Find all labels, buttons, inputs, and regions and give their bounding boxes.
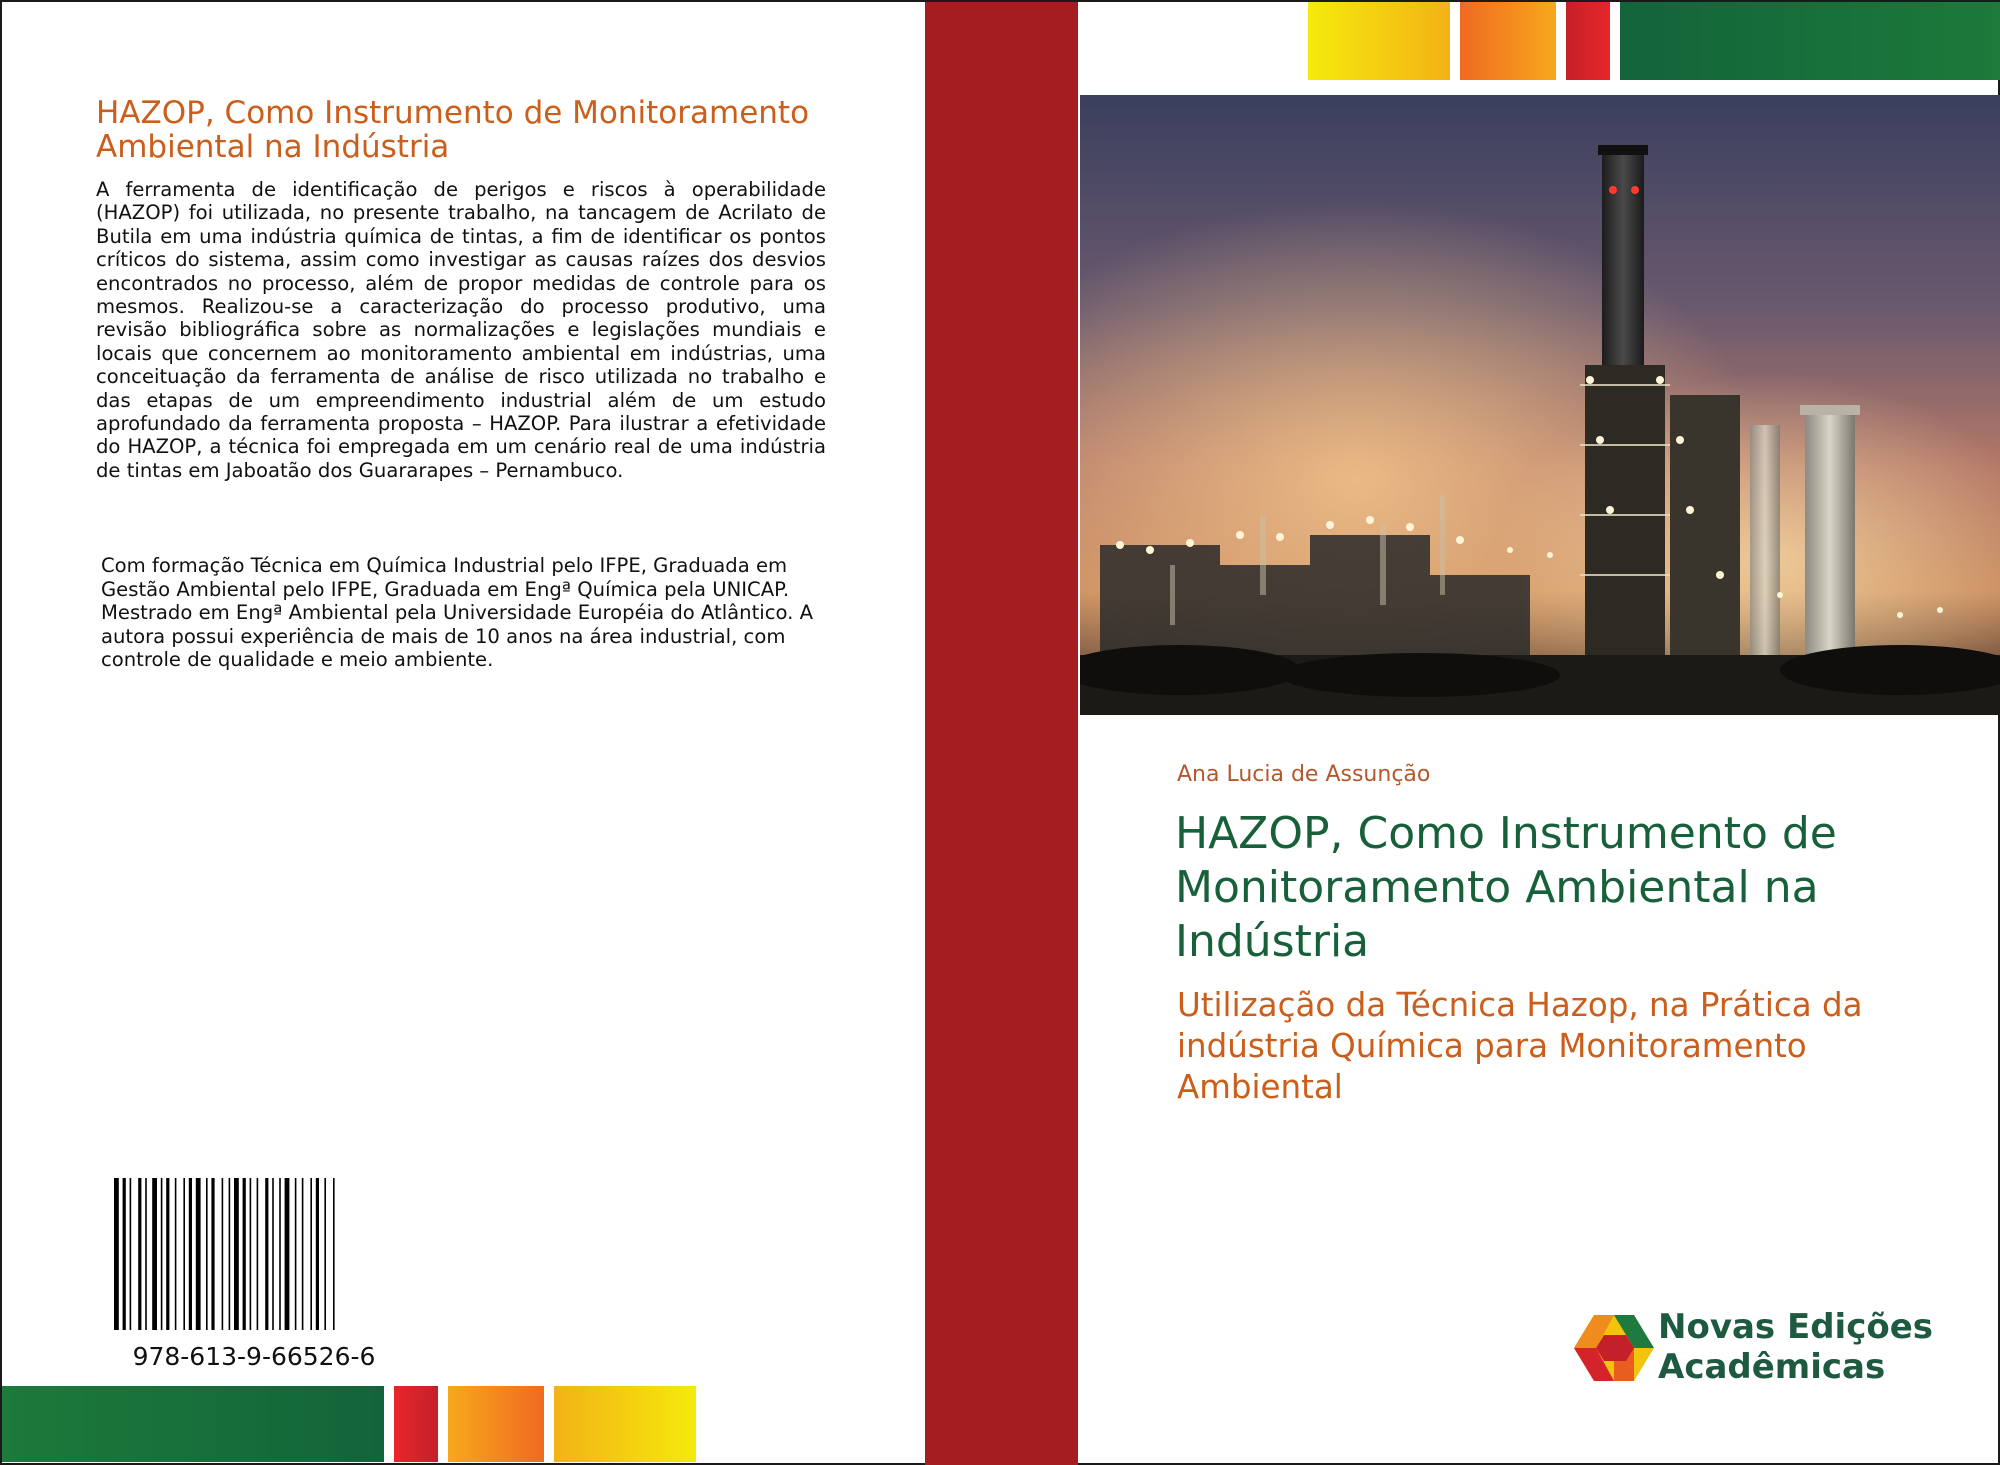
- author-bio: Com formação Técnica em Química Industrial pelo IFPE, Graduada em Gestão Ambiental pelo IFPE, Graduada em Engª Química pela UNICAP. Mestrado em Engª Ambiental pela Universidade Européia do Atlântico. A autora possui experiência de mais de 10 anos na área industrial, com controle de qualidade e meio ambiente.: [101, 554, 813, 672]
- back-cover-blurb: A ferramenta de identificação de perigos e riscos à operabilidade (HAZOP) foi utilizada, no presente trabalho, na tancagem de Acrilato de Butila em uma indústria química de tintas, a fim de identificar os pontos críticos do sistema, assim como investigar as causas raízes dos desvios encontrados no processo, além de propor medidas de controle para os mesmos. Realizou-se a caracterização do processo produtivo, uma revisão bibliográfica sobre as normalizações e legislações mundiais e locais que concernem ao monitoramento ambiental em indústrias, uma conceituação da ferramenta de análise de risco utilizada no trabalho e das etapas de um empreendimento industrial além de um estudo aprofundado da ferramenta proposta – HAZOP. Para ilustrar a efetividade do HAZOP, a técnica foi empregada em um cenário real de uma indústria de tintas em Jaboatão dos Guararapes – Pernambuco.: [96, 178, 826, 482]
- color-strip-bottom: [2, 1386, 696, 1462]
- back-cover-title: HAZOP, Como Instrumento de Monitoramento Ambiental na Indústria: [96, 95, 810, 165]
- author-name: Ana Lucia de Assunção: [1177, 762, 1431, 787]
- front-cover-title: HAZOP, Como Instrumento de Monitoramento Ambiental na Indústria: [1175, 808, 1837, 967]
- publisher-name-line2: Acadêmicas: [1658, 1347, 1886, 1387]
- publisher-logo: [1574, 1307, 1974, 1387]
- front-cover: [1078, 2, 2000, 1465]
- publisher-name: [1658, 1307, 1933, 1387]
- color-strip-top: [1308, 2, 2000, 80]
- publisher-hexagon-icon: [1574, 1311, 1654, 1386]
- isbn-number: 978-613-9-66526-6: [132, 1342, 376, 1371]
- barcode-icon: [114, 1178, 394, 1330]
- industrial-plant-photo: [1080, 95, 2000, 715]
- front-cover-subtitle: Utilização da Técnica Hazop, na Prática da indústria Química para Monitoramento Ambiental: [1177, 986, 1863, 1106]
- back-cover: [2, 2, 925, 1465]
- publisher-name-line1: Novas Edições: [1658, 1307, 1934, 1347]
- book-spine: [925, 2, 1078, 1465]
